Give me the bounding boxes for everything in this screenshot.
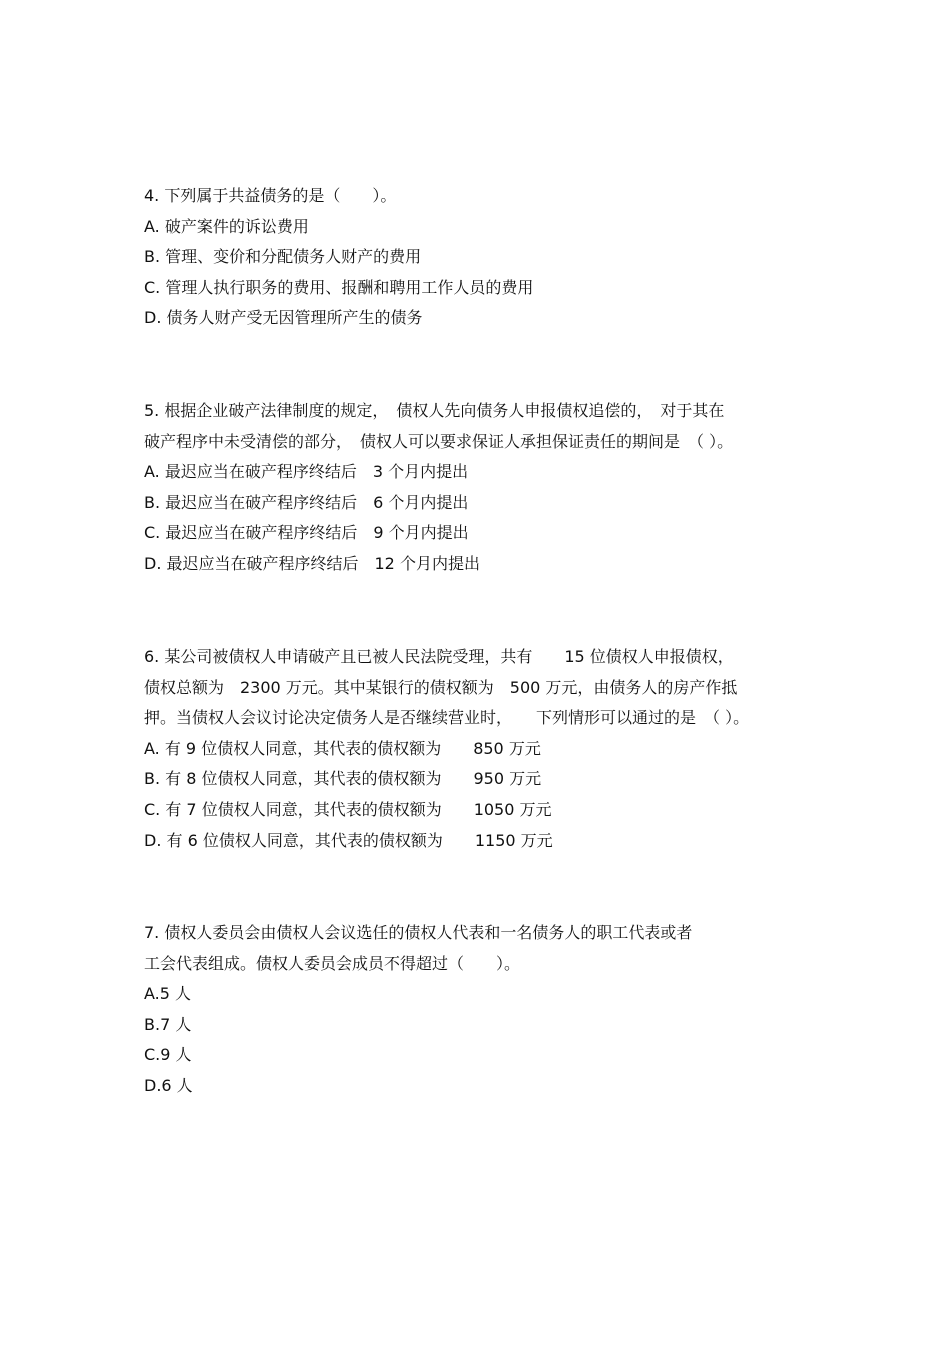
option-c: C. 管理人执行职务的费用、报酬和聘用工作人员的费用 xyxy=(144,277,534,297)
option-a: A.5 人 xyxy=(144,984,192,1004)
option-a: A. 最迟应当在破产程序终结后 3 个月内提出 xyxy=(144,462,469,482)
option-b: B. 有 8 位债权人同意，其代表的债权额为 950 万元 xyxy=(144,769,542,789)
option-c: C. 有 7 位债权人同意，其代表的债权额为 1050 万元 xyxy=(144,799,552,819)
question-stem: 破产程序中未受清偿的部分， 债权人可以要求保证人承担保证责任的期间是 （ ）。 xyxy=(144,431,734,451)
option-b: B. 管理、变价和分配债务人财产的费用 xyxy=(144,247,422,267)
option-c: C.9 人 xyxy=(144,1045,192,1065)
option-d: D. 债务人财产受无因管理所产生的债务 xyxy=(144,308,423,328)
option-b: B.7 人 xyxy=(144,1014,192,1034)
option-c: C. 最迟应当在破产程序终结后 9 个月内提出 xyxy=(144,523,469,543)
question-4 xyxy=(144,181,824,334)
question-stem: 债权总额为 2300 万元。其中某银行的债权额为 500 万元，由债务人的房产作抵 xyxy=(144,677,738,697)
question-stem: 工会代表组成。债权人委员会成员不得超过（ ）。 xyxy=(144,953,521,973)
question-stem: 4. 下列属于共益债务的是（ ）。 xyxy=(144,186,397,205)
option-d: D. 有 6 位债权人同意，其代表的债权额为 1150 万元 xyxy=(144,830,553,850)
option-d: D.6 人 xyxy=(144,1075,193,1095)
option-a: A. 破产案件的诉讼费用 xyxy=(144,216,309,236)
question-stem: 7. 债权人委员会由债权人会议选任的债权人代表和一名债务人的职工代表或者 xyxy=(144,923,693,942)
option-d: D. 最迟应当在破产程序终结后 12 个月内提出 xyxy=(144,553,480,573)
question-5 xyxy=(144,396,824,580)
option-a: A. 有 9 位债权人同意，其代表的债权额为 850 万元 xyxy=(144,738,541,758)
question-stem: 押。当债权人会议讨论决定债务人是否继续营业时， 下列情形可以通过的是 （ ）。 xyxy=(144,708,750,728)
question-7 xyxy=(144,918,824,1102)
option-b: B. 最迟应当在破产程序终结后 6 个月内提出 xyxy=(144,492,469,512)
question-6 xyxy=(144,642,824,856)
question-stem: 6. 某公司被债权人申请破产且已被人民法院受理，共有 15 位债权人申报债权， xyxy=(144,647,734,666)
question-stem: 5. 根据企业破产法律制度的规定， 债权人先向债务人申报债权追偿的， 对于其在 xyxy=(144,401,725,420)
